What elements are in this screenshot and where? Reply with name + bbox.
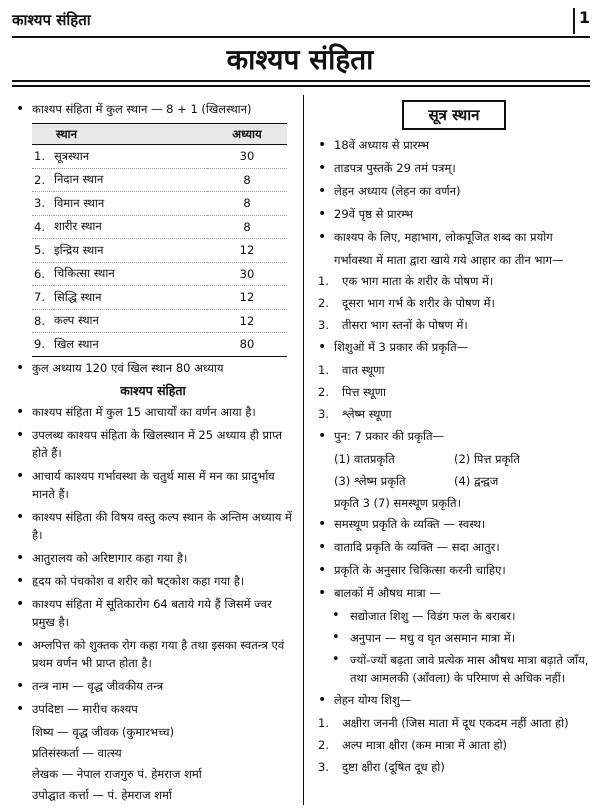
bullet-icon: •	[332, 630, 340, 645]
table-row: 5. इन्द्रिय स्थान 12	[32, 239, 287, 263]
col-header-chapter: अध्याय	[207, 124, 287, 145]
section-title: काश्यप संहिता	[120, 382, 186, 398]
table-row: 3. विमान स्थान 8	[32, 192, 287, 216]
list-item: • बालकों में औषध मात्रा —	[318, 585, 441, 601]
bullet-icon: •	[318, 539, 327, 555]
list-item: • काश्यप संहिता की विषय वस्तु कल्प स्थान के अन्तिम अध्याय में है।	[16, 508, 292, 542]
table-row: 7. सिद्धि स्थान 12	[32, 286, 287, 310]
left-column	[12, 100, 294, 807]
bullet-icon: •	[318, 516, 327, 532]
title-rule-bottom	[12, 85, 590, 87]
list-item: 1. अक्षीरा जननी (जिस माता में दूध एकदम नहीं आता हो)	[318, 716, 569, 730]
list-item: • 18वें अध्याय से प्रारम्भ	[318, 137, 429, 153]
list-item: • अनुपान — मधु व घृत असमान मात्रा में।	[332, 630, 516, 645]
list-item: • ज्यों-ज्यों बढ़ता जावे प्रत्येक मास औषध मात्रा बढ़ाते जाँय, तथा आमलकी (आँवला) के परिमाण से अधिक नहीं।	[332, 652, 589, 685]
list-item: 2. दूसरा भाग गर्भ के शरीर के पोषण में।	[318, 296, 495, 310]
list-item: • आतुरालय को अरिष्टागार कहा गया है।	[16, 549, 188, 566]
bullet-icon: •	[318, 339, 327, 355]
list-item: • शिशुओं में 3 प्रकार की प्रकृति—	[318, 339, 469, 355]
col-header-place: स्थान	[32, 124, 207, 145]
prakriti-row: (1) वातप्रकृति (2) पित्त प्रकृति	[334, 452, 520, 466]
running-title: काश्यप संहिता	[12, 11, 91, 29]
bullet-icon: •	[16, 508, 25, 525]
list-item: • काश्यप के लिए, महाभाग, लोकपूजित शब्द का प्रयोग	[318, 229, 553, 245]
list-item: • आचार्य काश्यप गर्भावस्था के चतुर्थ मास में मन का प्रादुर्भाव मानते हैं।	[16, 467, 275, 501]
info-line: प्रकृति 3 (7) समस्थूण प्रकृति।	[334, 496, 461, 510]
bullet-icon: •	[318, 229, 327, 245]
right-column	[314, 100, 594, 780]
bullet-icon: •	[318, 160, 327, 176]
sthan-table	[32, 123, 287, 357]
list-item: • सद्योजात शिशु — विडंग फल के बराबर।	[332, 608, 516, 623]
bullet-icon: •	[16, 636, 25, 653]
list-item: • तन्त्र नाम — वृद्ध जीवकीय तन्त्र	[16, 677, 164, 694]
list-item: • उपदिष्टा — मारीच कश्यप	[16, 700, 138, 717]
bullet-icon: •	[16, 359, 25, 376]
bullet-icon: •	[16, 426, 25, 443]
page-header	[12, 0, 590, 38]
intro-bullet: • काश्यप संहिता में कुल स्थान — 8 + 1 (खिलस्थान)	[16, 101, 252, 117]
bullet-icon: •	[16, 572, 25, 589]
table-row: 4. शारीर स्थान 8	[32, 215, 287, 239]
prakriti-row: (3) श्लेष्म प्रकृति (4) द्वन्द्वज	[334, 474, 499, 488]
table-row: 1. सूत्रस्थान 30	[32, 145, 287, 169]
bullet-icon: •	[16, 549, 25, 566]
info-line: गर्भावस्था में माता द्वारा खाये गये आहार का तीन भाग—	[334, 253, 564, 267]
list-item: • पुन: 7 प्रकार की प्रकृति—	[318, 428, 445, 444]
page-title: काश्यप संहिता	[226, 43, 374, 76]
list-item: 1. एक भाग माता के शरीर के पोषण में।	[318, 274, 494, 288]
table-row: 6. चिकित्सा स्थान 30	[32, 262, 287, 286]
list-item: • वातादि प्रकृति के व्यक्ति — सदा आतुर।	[318, 539, 500, 555]
bullet-icon: •	[16, 595, 25, 612]
bullet-icon: •	[16, 467, 25, 484]
list-item: • 29वें पृष्ठ से प्रारम्भ	[318, 206, 413, 222]
list-item: 2. अल्प मात्रा क्षीरा (कम मात्रा में आता हो)	[318, 738, 508, 752]
bullet-icon: •	[16, 700, 25, 717]
bullet-icon: •	[332, 608, 340, 623]
bullet-icon: •	[16, 101, 25, 117]
bullet-icon: •	[318, 585, 327, 601]
list-item: • लेहन योग्य शिशु—	[318, 692, 412, 708]
bullet-icon: •	[318, 562, 327, 578]
info-line: लेखक — नेपाल राजगुरु पं. हेमराज शर्मा	[32, 766, 202, 781]
list-item: 3. दुष्टा क्षीरा (दूषित दूध हो)	[318, 760, 445, 774]
list-item: • लेहन अध्याय (लेहन का वर्णन)	[318, 183, 461, 199]
bullet-icon: •	[318, 183, 327, 199]
info-line: प्रतिसंस्कर्ता — वात्स्य	[32, 745, 122, 760]
table-row: 9. खिल स्थान 80	[32, 333, 287, 357]
info-line: शिष्य — वृद्ध जीवक (कुमारभच्च)	[32, 724, 175, 739]
page-title-wrap	[0, 40, 600, 78]
list-item: • हृदय को पंचकोश व शरीर को षट्कोश कहा गया है।	[16, 572, 245, 589]
table-row: 8. कल्प स्थान 12	[32, 309, 287, 333]
sutra-sthan-title: सूत्र स्थान	[402, 100, 506, 130]
list-item: 1. वात स्थूणा	[318, 363, 385, 377]
column-divider	[303, 95, 304, 805]
list-item: 3. श्लेष्म स्थूणा	[318, 407, 392, 421]
list-item: 3. तीसरा भाग स्तनों के पोषण में।	[318, 318, 468, 332]
table-row: 2. निदान स्थान 8	[32, 168, 287, 192]
list-item: • प्रकृति के अनुसार चिकित्सा करनी चाहिए।	[318, 562, 506, 578]
list-item: • अम्लपित्त को शुक्तक रोग कहा गया है तथा इसका स्वतन्त्र एवं प्रथम वर्णन भी प्राप्त होता है।	[16, 636, 285, 670]
bullet-icon: •	[16, 677, 25, 694]
bullet-icon: •	[16, 403, 25, 420]
list-item: • काश्यप संहिता में सूतिकारोग 64 बताये गये हैं जिसमें ज्वर प्रमुख है।	[16, 595, 272, 629]
total-bullet: • कुल अध्याय 120 एवं खिल स्थान 80 अध्याय	[16, 359, 224, 376]
list-item: • ताडपत्र पुस्तकें 29 तमं पत्रम्।	[318, 160, 456, 176]
title-rule-top	[12, 80, 590, 82]
bullet-icon: •	[318, 428, 327, 444]
bullet-icon: •	[332, 652, 340, 667]
bullet-icon: •	[318, 206, 327, 222]
list-item: • समस्थूण प्रकृति के व्यक्ति — स्वस्थ।	[318, 516, 486, 532]
list-item: 2. पित्त स्थूणा	[318, 385, 386, 399]
list-item: • उपलब्ध काश्यप संहिता के खिलस्थान में 25 अध्याय ही प्राप्त होते हैं।	[16, 426, 283, 460]
info-line: उपोद्घात कर्त्ता — पं. हेमराज शर्मा	[32, 787, 172, 802]
page-number: 1	[573, 8, 590, 34]
list-item: • काश्यप संहिता में कुल 15 आचार्यों का वर्णन आया है।	[16, 403, 256, 420]
bullet-icon: •	[318, 137, 327, 153]
bullet-icon: •	[318, 692, 327, 708]
